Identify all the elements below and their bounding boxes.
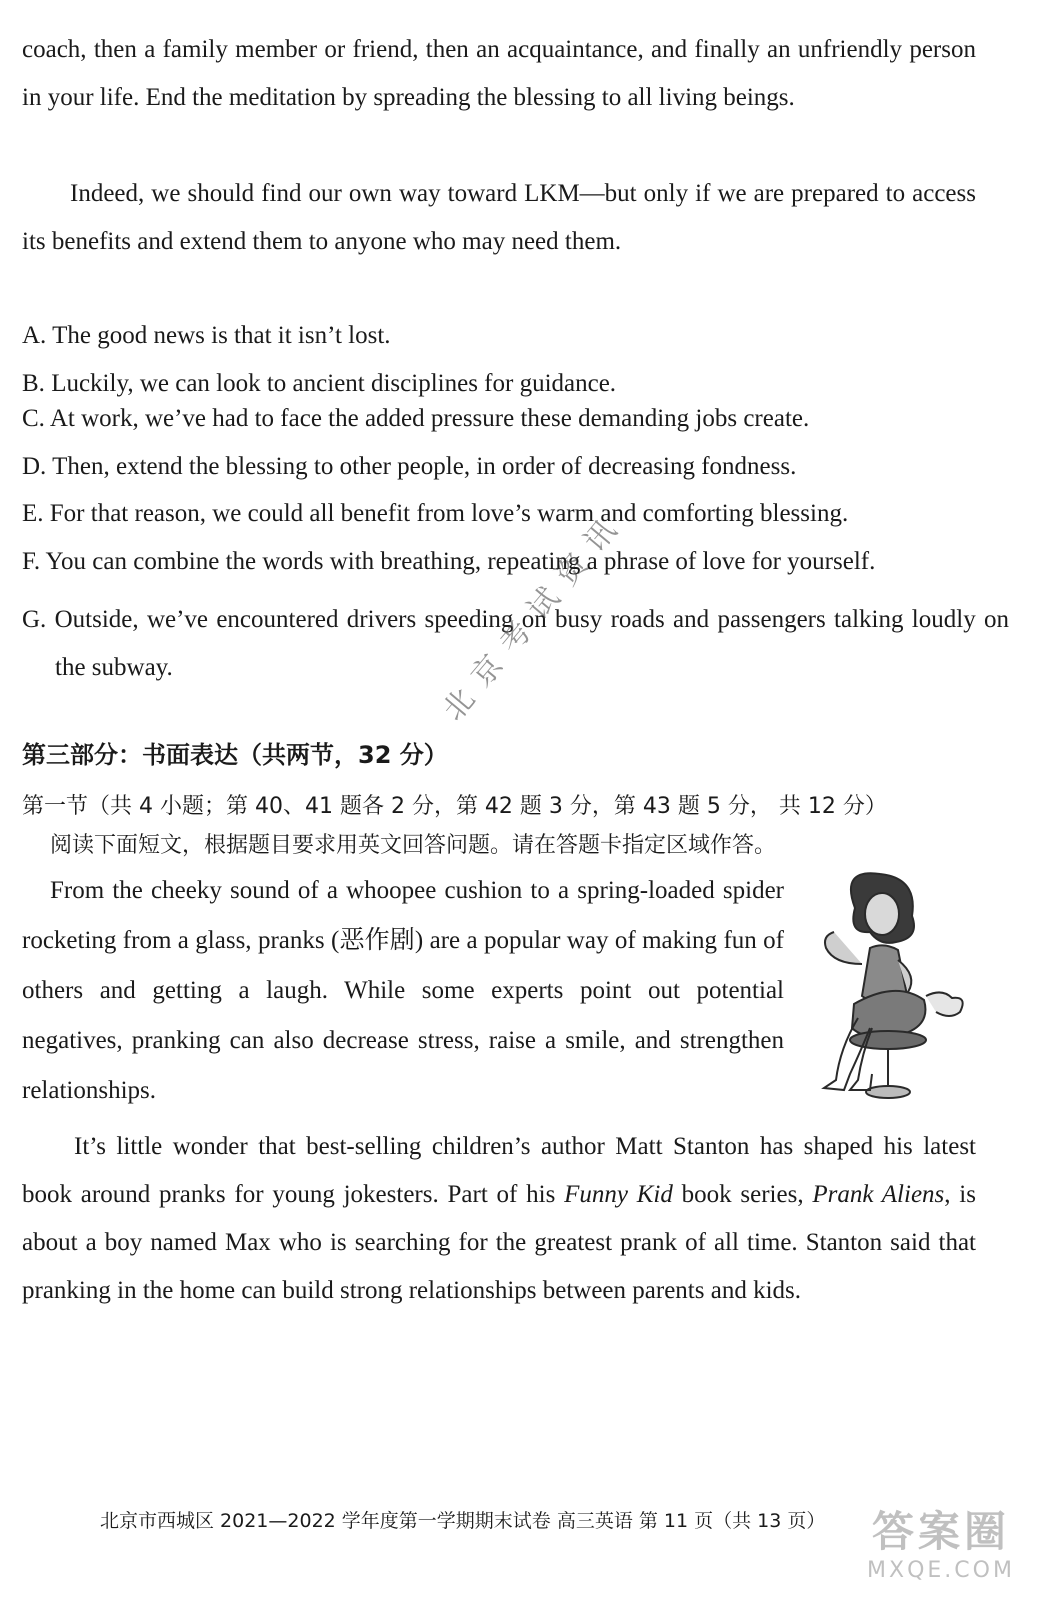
option-c: C. At work, we’ve had to face the added pressure these demanding jobs create. [22,405,810,432]
option-a: A. The good news is that it isn’t lost. [22,322,391,349]
option-d: D. Then, extend the blessing to other people, in order of decreasing fondness. [22,453,797,480]
prank-illustration [800,868,976,1104]
option-g: G. Outside, we’ve encountered drivers speeding on busy roads and passengers talking loudly on the subway. [22,606,1009,681]
article-paragraph-1: From the cheeky sound of a whoopee cushion to a spring-loaded spider rocketing from a glass, pranks (恶作剧) are a popular way of making fun of others and getting a laugh. While some experts point out potential negatives, pranking can also decrease stress, raise a smile, and strengthen relationships. [22,877,784,1104]
section-subheading: 第一节（共 4 小题；第 40、41 题各 2 分，第 42 题 3 分，第 43 题 5 分， 共 12 分） [22,794,887,819]
site-logo: 答案圈 MXQE.COM [867,1507,1015,1583]
passage-conclusion: Indeed, we should find our own way toward LKM—but only if we are prepared to access its benefits and extend them to anyone who may need them. [22,180,976,255]
option-f: F. You can combine the words with breathing, repeating a phrase of love for yourself. [22,548,876,575]
option-b: B. Luckily, we can look to ancient disciplines for guidance. [22,370,617,397]
section-heading: 第三部分：书面表达（共两节，32 分） [22,741,448,769]
article-paragraph-2: It’s little wonder that best-selling children’s author Matt Stanton has shaped his latest book around pranks for young jokesters. Part of his Funny Kid book series, Prank Aliens, is about a boy named Max who is searching for the greatest prank of all time. Stanton said that pranking in the home can build strong relationships between parents and kids. [22,1133,976,1304]
watermark-text: 北京考试资讯 [436,502,633,728]
passage-continuation: coach, then a family member or friend, then an acquaintance, and finally an unfriendly person in your life. End the meditation by spreading the blessing to all living beings. [22,36,976,111]
page-footer: 北京市西城区 2021—2022 学年度第一学期期末试卷 高三英语 第 11 页（共 13 页） [100,1510,826,1532]
option-e: E. For that reason, we could all benefit from love’s warm and comforting blessing. [22,500,849,527]
task-instruction: 阅读下面短文，根据题目要求用英文回答问题。请在答题卡指定区域作答。 [50,833,777,858]
